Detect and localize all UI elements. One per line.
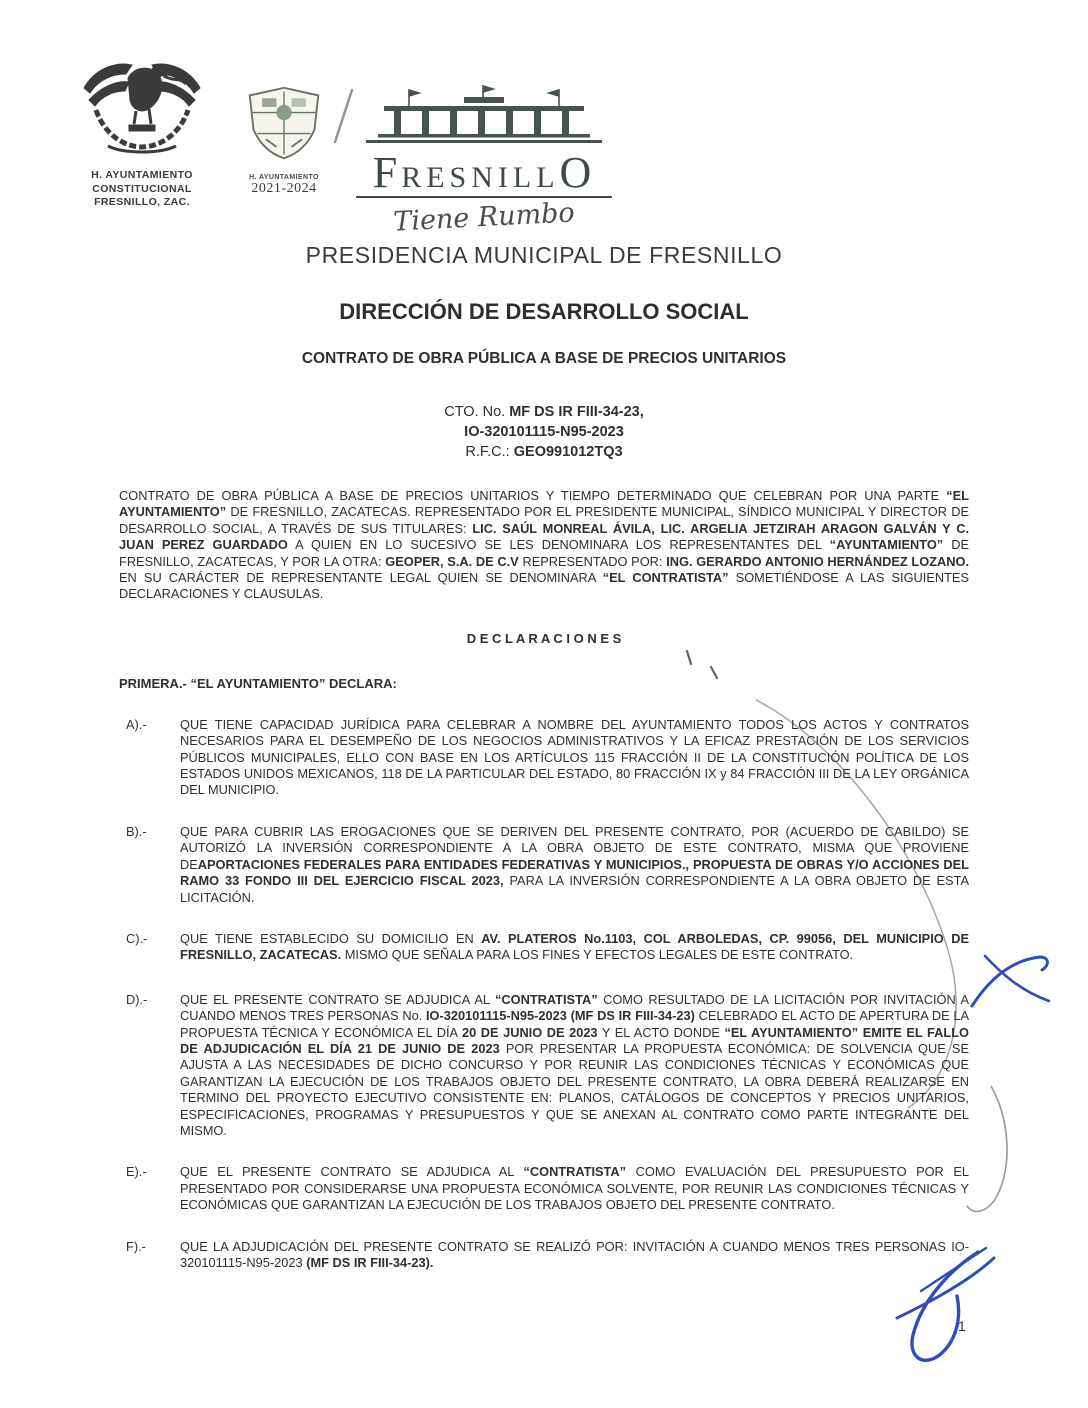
eagle-caption-line-1: H. AYUNTAMIENTO — [91, 169, 193, 181]
eagle-caption-line-3: FRESNILLO, ZAC. — [94, 196, 190, 208]
declaration-text: QUE TIENE CAPACIDAD JURÍDICA PARA CELEBRAR A NOMBRE DEL AYUNTAMIENTO TODOS LOS ACTOS Y CONTRATOS NECESARIOS PARA EL DESEMPEÑO DE LOS NEGOCIOS ADMINISTRATIVOS Y LA EFICAZ PRESTACIÓN DE LOS SERVICIOS PÚBLICOS MUNICIPALES, ELLO CON BASE EN LOS ARTÍCULOS 115 FRACCIÓN II DE LA CONSTITUCIÓN POLÍTICA DE LOS ESTADOS UNIDOS MEXICANOS, 118 DE LA PARTICULAR DEL ESTADO, 80 FRACCIÓN IX y 84 FRACCIÓN III DE LA LEY ORGÁNICA DEL MUNICIPIO. — [180, 716, 969, 798]
declaration-item-c — [119, 931, 969, 964]
signature-mark — [972, 957, 1047, 1006]
document-body — [119, 242, 969, 1296]
pen-stroke — [967, 1086, 1007, 1211]
declaration-text: QUE PARA CUBRIR LAS EROGACIONES QUE SE DERIVEN DEL PRESENTE CONTRATO, POR (ACUERDO DE CABILDO) SE AUTORIZÓ LA INVERSIÓN CORRESPONDIENTE A LA OBRA OBJETO DE ESTE CONTRATO, MISMA QUE PROVIENE DEAPORTACIONES FEDERALES PARA ENTIDADES FEDERATIVAS Y MUNICIPIOS., PROPUESTA DE OBRAS Y/O ACCIONES DEL RAMO 33 FONDO III DEL EJERCICIO FISCAL 2023, PARA LA INVERSIÓN CORRESPONDIENTE A LA OBRA OBJETO DE ESTA LICITACIÓN. — [180, 823, 969, 905]
declaration-item-b — [119, 824, 969, 906]
eagle-caption-line-2: CONSTITUCIONAL — [92, 182, 192, 195]
rfc-value: GEO991012TQ3 — [513, 444, 623, 460]
declaration-item-a — [119, 717, 969, 799]
declaration-text: QUE TIENE ESTABLECIDO SU DOMICILIO EN AV. PLATEROS No.1103, COL ARBOLEDAS, CP. 99056, DEL MUNICIPIO DE FRESNILLO, ZACATECAS. MISMO QUE SEÑALA PARA LOS FINES Y EFECTOS LEGALES DE ESTE CONTRATO. — [180, 930, 970, 963]
declaration-text: QUE EL PRESENTE CONTRATO SE ADJUDICA AL “CONTRATISTA” COMO EVALUACIÓN DEL PRESUPUESTO POR EL PRESENTADO POR CONSIDERARSE UNA PROPUESTA ECONÓMICA SOLVENTE, POR REUNIR LAS CONDICIONES TÉCNICAS Y ECONÓMICAS QUE GARANTIZAN LA EJECUCIÓN DE LOS TRABAJOS OBJETO DEL PRESENTE CONTRATO. — [180, 1164, 969, 1213]
contract-type-title: CONTRATO DE OBRA PÚBLICA A BASE DE PRECIOS UNITARIOS — [301, 350, 787, 367]
page-title: PRESIDENCIA MUNICIPAL DE FRESNILLO — [305, 242, 783, 268]
declaration-text: QUE EL PRESENTE CONTRATO SE ADJUDICA AL “CONTRATISTA” COMO RESULTADO DE LA LICITACIÓN POR INVITACIÓN A CUANDO MENOS TRES PERSONAS No. IO-320101115-N95-2023 (MF DS IR FIII-34-23) CELEBRADO EL ACTO DE APERTURA DE LA PROPUESTA TÉCNICA Y ECONÓMICA EL DÍA 20 DE JUNIO DE 2023 Y EL ACTO DONDE “EL AYUNTAMIENTO” EMITE EL FALLO DE ADJUDICACIÓN EL DÍA 21 DE JUNIO DE 2023 POR PRESENTAR LA PROPUESTA ECONÓMICA: DE SOLVENCIA QUE SE AJUSTA A LAS NECESIDADES DE DICHO CONCURSO Y POR REUNIR LAS CONDICIONES TÉCNICAS Y ECONÓMICAS QUE GARANTIZAN LA EJECUCIÓN DE LOS TRABAJOS OBJETO DEL PRESENTE CONTRATO, LA OBRA DEBERÁ REALIZARSE EN TERMINO DEL PROYECTO EJECUTIVO CONSISTENTE EN: PLANOS, CATÁLOGOS DE CONCEPTOS Y PRECIOS UNITARIOS, ESPECIFICACIONES, PROGRAMAS Y PRESUPUESTOS Y QUE SE ANEXAN AL CONTRATO COMO PARTE INTEGRANTE DEL MISMO. — [180, 991, 970, 1138]
declaration-label: E).- — [126, 1164, 147, 1180]
fresnillo-brand-block — [356, 84, 612, 238]
signature-mark — [985, 956, 1049, 1001]
municipal-crest-icon — [238, 151, 330, 168]
declaration-item-f — [119, 1239, 969, 1272]
declaration-item-e — [119, 1164, 969, 1213]
declaration-text: QUE LA ADJUDICACIÓN DEL PRESENTE CONTRATO SE REALIZÓ POR: INVITACIÓN A CUANDO MENOS TRES PERSONAS IO-320101115-N95-2023 (MF DS IR FIII-34-23). — [180, 1238, 969, 1270]
brand-letter-f: F — [372, 148, 402, 197]
brand-letter-o: O — [559, 148, 596, 197]
declaration-label: C).- — [126, 930, 148, 946]
declaration-label: D).- — [126, 991, 148, 1007]
brand-tagline: Tiene Rumbo — [392, 197, 576, 238]
cto-number-line — [119, 402, 969, 422]
primera-heading: PRIMERA.- “EL AYUNTAMIENTO” DECLARA: — [119, 675, 397, 691]
declaration-item-d — [119, 992, 969, 1140]
cto-value: MF DS IR FIII-34-23, — [509, 404, 644, 420]
io-number-line — [119, 422, 969, 442]
municipal-crest-block — [230, 84, 338, 197]
intro-paragraph: CONTRATO DE OBRA PÚBLICA A BASE DE PRECIOS UNITARIOS Y TIEMPO DETERMINADO QUE CELEBRAN POR UNA PARTE “EL AYUNTAMIENTO” DE FRESNILLO, ZACATECAS. REPRESENTADO POR EL PRESIDENTE MUNICIPAL, SÍNDICO MUNICIPAL Y DIRECTOR DE DESARROLLO SOCIAL, A TRAVÉS DE SUS TITULARES: LIC. SAÚL MONREAL ÁVILA, LIC. ARGELIA JETZIRAH ARAGON GALVÁN Y C. JUAN PEREZ GUARDADO A QUIEN EN LO SUCESIVO SE LES DENOMINARA LOS REPRESENTANTES DEL “AYUNTAMIENTO” DE FRESNILLO, ZACATECAS, Y POR LA OTRA: GEOPER, S.A. DE C.V REPRESENTADO POR: ING. GERARDO ANTONIO HERNÁNDEZ LOZANO. EN SU CARÁCTER DE REPRESENTANTE LEGAL QUIEN SE DENOMINARA “EL CONTRATISTA” SOMETIÉNDOSE A LAS SIGUIENTES DECLARACIONES Y CLAUSULAS. — [119, 488, 969, 602]
mexican-coat-of-arms-icon — [76, 143, 208, 160]
page-number: 1 — [958, 1318, 966, 1334]
department-title: DIRECCIÓN DE DESARROLLO SOCIAL — [339, 299, 749, 324]
declaration-label: F).- — [126, 1238, 146, 1254]
contract-reference-block — [119, 402, 969, 462]
io-value: IO-320101115-N95-2023 — [464, 424, 624, 440]
cto-label: CTO. No. — [444, 404, 510, 420]
crest-years: 2021-2024 — [251, 181, 317, 196]
declaration-label: A).- — [126, 716, 147, 732]
national-emblem-block — [72, 48, 212, 210]
crest-caption: H. AYUNTAMIENTO — [249, 174, 319, 181]
brand-letters-mid: RESNILL — [401, 161, 560, 194]
declaration-label: B).- — [126, 823, 147, 839]
fresnillo-wordmark — [356, 148, 612, 198]
rfc-label: R.F.C.: — [465, 444, 514, 460]
rfc-line — [119, 442, 969, 462]
declarations-heading: D E C L A R A C I O N E S — [466, 630, 622, 646]
